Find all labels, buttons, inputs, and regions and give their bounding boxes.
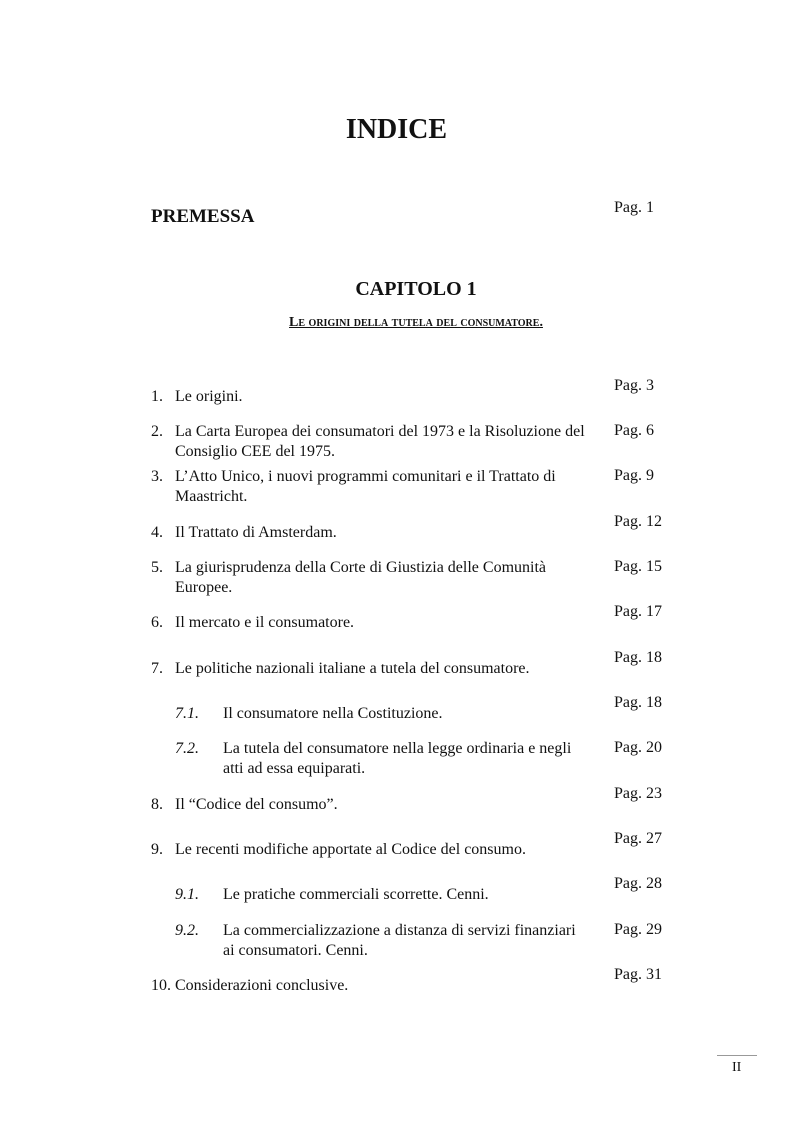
toc-subentry [0, 704, 793, 724]
chapter-title: CAPITOLO 1 [355, 278, 477, 300]
entry-number: 9.2. [175, 922, 199, 939]
toc-entry [0, 467, 793, 507]
toc-subentry [0, 739, 793, 779]
entry-page-ref: Pag. 18 [614, 694, 662, 711]
entry-text: La commercializzazione a distanza di servizi finanziari ai consumatori. Cenni. [223, 922, 576, 959]
entry-text: Considerazioni conclusive. [175, 977, 349, 994]
premessa-page-ref: Pag. 1 [614, 199, 654, 216]
entry-text: Il consumatore nella Costituzione. [223, 705, 443, 722]
entry-text: La tutela del consumatore nella legge ordinaria e negli atti ad essa equiparati. [223, 740, 572, 777]
toc-subentry [0, 885, 793, 905]
entry-page-ref: Pag. 17 [614, 603, 662, 620]
entry-number: 5. [151, 559, 163, 576]
toc-entry [0, 613, 793, 633]
entry-number: 7.2. [175, 740, 199, 757]
toc-entry [0, 422, 793, 462]
premessa-heading: PREMESSA [151, 206, 255, 227]
entry-page-ref: Pag. 6 [614, 422, 654, 439]
toc-entry [0, 558, 793, 598]
entry-page-ref: Pag. 18 [614, 649, 662, 666]
entry-text: La Carta Europea dei consumatori del 1973 e la Risoluzione del Consiglio CEE del 1975. [175, 423, 585, 460]
entry-text: La giurisprudenza della Corte di Giustizia delle Comunità Europee. [175, 559, 547, 596]
entry-text: Le recenti modifiche apportate al Codice del consumo. [175, 841, 526, 858]
entry-page-ref: Pag. 27 [614, 830, 662, 847]
entry-number: 7.1. [175, 705, 199, 722]
entry-text: Il Trattato di Amsterdam. [175, 524, 337, 541]
chapter-subtitle: Le origini della tutela del consumatore. [289, 315, 543, 330]
entry-number: 9.1. [175, 886, 199, 903]
entry-text: Le pratiche commerciali scorrette. Cenni. [223, 886, 489, 903]
entry-page-ref: Pag. 3 [614, 377, 654, 394]
entry-page-ref: Pag. 23 [614, 785, 662, 802]
entry-number: 1. [151, 388, 163, 405]
toc-entry [0, 387, 793, 407]
entry-text: L’Atto Unico, i nuovi programmi comunitari e il Trattato di Maastricht. [175, 468, 556, 505]
entry-page-ref: Pag. 9 [614, 467, 654, 484]
entry-page-ref: Pag. 29 [614, 921, 662, 938]
entry-text: Le politiche nazionali italiane a tutela del consumatore. [175, 660, 530, 677]
entry-page-ref: Pag. 31 [614, 966, 662, 983]
entry-number: 6. [151, 614, 163, 631]
entry-number: 10. [151, 977, 171, 994]
entry-text: Le origini. [175, 388, 243, 405]
entry-number: 4. [151, 524, 163, 541]
toc-entry [0, 795, 793, 815]
entry-number: 2. [151, 423, 163, 440]
footer-divider [717, 1055, 757, 1056]
entry-number: 3. [151, 468, 163, 485]
toc-entry [0, 523, 793, 543]
entry-page-ref: Pag. 20 [614, 739, 662, 756]
entry-page-ref: Pag. 15 [614, 558, 662, 575]
entry-page-ref: Pag. 28 [614, 875, 662, 892]
entry-number: 9. [151, 841, 163, 858]
entry-page-ref: Pag. 12 [614, 513, 662, 530]
entry-number: 8. [151, 796, 163, 813]
toc-subentry [0, 921, 793, 961]
entry-text: Il mercato e il consumatore. [175, 614, 355, 631]
toc-entry [0, 840, 793, 860]
toc-entry [0, 976, 793, 996]
toc-entry [0, 659, 793, 679]
entry-text: Il “Codice del consumo”. [175, 796, 338, 813]
index-title: INDICE [345, 114, 448, 145]
page-number: II [732, 1060, 742, 1075]
entry-number: 7. [151, 660, 163, 677]
